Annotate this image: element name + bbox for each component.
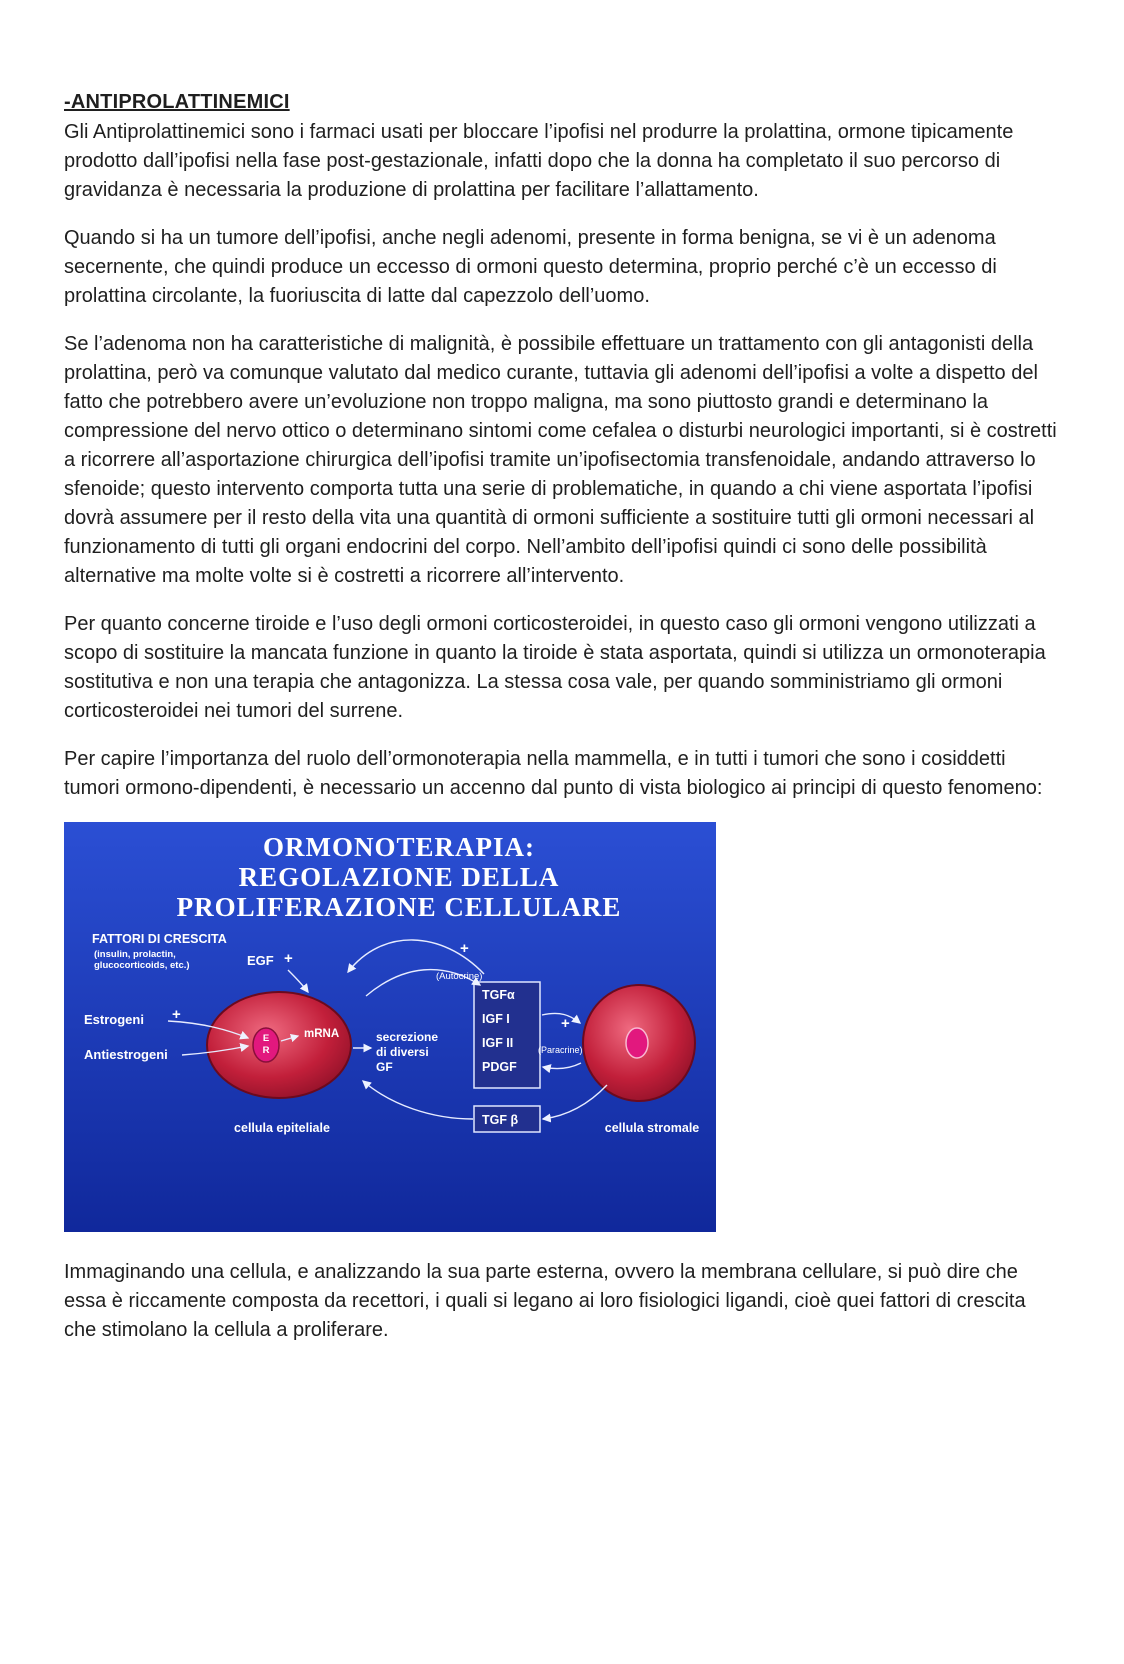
receptor-e-letter: E <box>262 1033 270 1044</box>
growth-factors-sub2-label: glucocorticoids, etc.) <box>94 960 190 971</box>
slide-title-line-1: ORMONOTERAPIA: <box>263 832 535 862</box>
growth-factors-sub1-label: (insulin, prolactin, <box>94 949 176 960</box>
embedded-slide-figure <box>64 822 716 1232</box>
slide-diagram <box>64 822 716 1232</box>
epithelial-cell-label: cellula epiteliale <box>234 1121 330 1135</box>
factor-igf1-label: IGF I <box>482 1012 510 1026</box>
autocrine-plus-sign: + <box>460 940 469 957</box>
receptor-r-letter: R <box>262 1045 270 1056</box>
egf-label: EGF <box>247 953 274 968</box>
autocrine-label: (Autocrine) <box>436 971 483 982</box>
stromal-cell-label: cellula stromale <box>604 1121 700 1135</box>
slide-title-line-2: REGOLAZIONE DELLA <box>238 862 560 892</box>
mrna-label: mRNA <box>304 1028 340 1040</box>
paragraph-adenoma-trattamento: Se l’adenoma non ha caratteristiche di malignità, è possibile effettuare un trattamento con gli antagonisti della prolattina, però va comunque valutato dal medico curante, tuttavia gli adenomi dell’ipofisi a volte a dispetto del fatto che potrebbero avere un’evoluzione non troppo maligna, ma sono piuttosto grandi e determinano la compressione del nervo ottico o determinano sintomi come cefalea o disturbi neurologici importanti, si è costretti a ricorrere all’asportazione chirurgica dell’ipofisi tramite un’ipofisectomia transfenoidale, andando attraverso lo sfenoide; questo intervento comporta tutta una serie di problematiche, in quando a chi viene asportata l’ipofisi dovrà assumere per il resto della vita una quantità di ormoni sufficiente a sostituire tutti gli ormoni necessari al funzionamento di tutti gli organi endocrini del corpo. Nell’ambito dell’ipofisi quindi ci sono delle possibilità alternative ma molte volte si è costretti a ricorrere all’intervento. <box>64 333 1057 587</box>
estrogens-label: Estrogeni <box>84 1012 144 1027</box>
antiestrogens-label: Antiestrogeni <box>84 1047 168 1062</box>
egf-plus-sign: + <box>284 950 293 967</box>
paracrine-plus-sign: + <box>561 1015 570 1032</box>
paragraph-ormonoterapia-mammella: Per capire l’importanza del ruolo dell’ormonoterapia nella mammella, e in tutti i tumori che sono i cosiddetti tumori ormono-dipendenti, è necessario un accenno dal punto di vista biologico ai principi di questo fenomeno: <box>64 748 1043 799</box>
slide-title-line-3: PROLIFERAZIONE CELLULARE <box>176 892 622 922</box>
secretion-label-line2: di diversi <box>376 1045 429 1059</box>
stromal-nucleus-shape <box>626 1028 648 1058</box>
factor-tgfa-label: TGFα <box>482 988 515 1002</box>
secretion-label-line3: GF <box>376 1060 393 1074</box>
tgf-beta-label: TGF β <box>482 1113 519 1127</box>
factor-pdgf-label: PDGF <box>482 1060 517 1074</box>
factor-igf2-label: IGF II <box>482 1036 514 1050</box>
paracrine-label: (Paracrine) <box>538 1045 583 1055</box>
paragraph-tiroide-corticosteroidei: Per quanto concerne tiroide e l’uso degli ormoni corticosteroidei, in questo caso gli ormoni vengono utilizzati a scopo di sostituire la mancata funzione in quanto la tiroide è stata asportata, quindi si utilizza un ormonoterapia sostitutiva e non una terapia che antagonizza. La stessa cosa vale, per quando somministriamo gli ormoni corticosteroidei nei tumori del surrene. <box>64 613 1046 722</box>
paragraph-tumore-ipofisi: Quando si ha un tumore dell’ipofisi, anche negli adenomi, presente in forma benigna, se vi è un adenoma secernente, che quindi produce un eccesso di ormoni questo determina, proprio perché c’è un eccesso di prolattina circolante, la fuoriuscita di latte dal capezzolo dell’uomo. <box>64 227 997 307</box>
growth-factors-heading-label: FATTORI DI CRESCITA <box>92 932 227 946</box>
page-title: -ANTIPROLATTINEMICI <box>64 91 290 113</box>
estrogens-plus-sign: + <box>172 1006 181 1023</box>
paragraph-membrana-cellulare: Immaginando una cellula, e analizzando la sua parte esterna, ovvero la membrana cellulare, si può dire che essa è riccamente composta da recettori, i quali si legano ai loro fisiologici ligandi, cioè quei fattori di crescita che stimolano la cellula a proliferare. <box>64 1261 1026 1341</box>
secretion-label-line1: secrezione <box>376 1030 439 1044</box>
paragraph-intro: Gli Antiprolattinemici sono i farmaci usati per bloccare l’ipofisi nel produrre la prolattina, ormone tipicamente prodotto dall’ipofisi nella fase post-gestazionale, infatti dopo che la donna ha completato il suo percorso di gravidanza è necessaria la produzione di prolattina per facilitare l’allattamento. <box>64 121 1014 201</box>
